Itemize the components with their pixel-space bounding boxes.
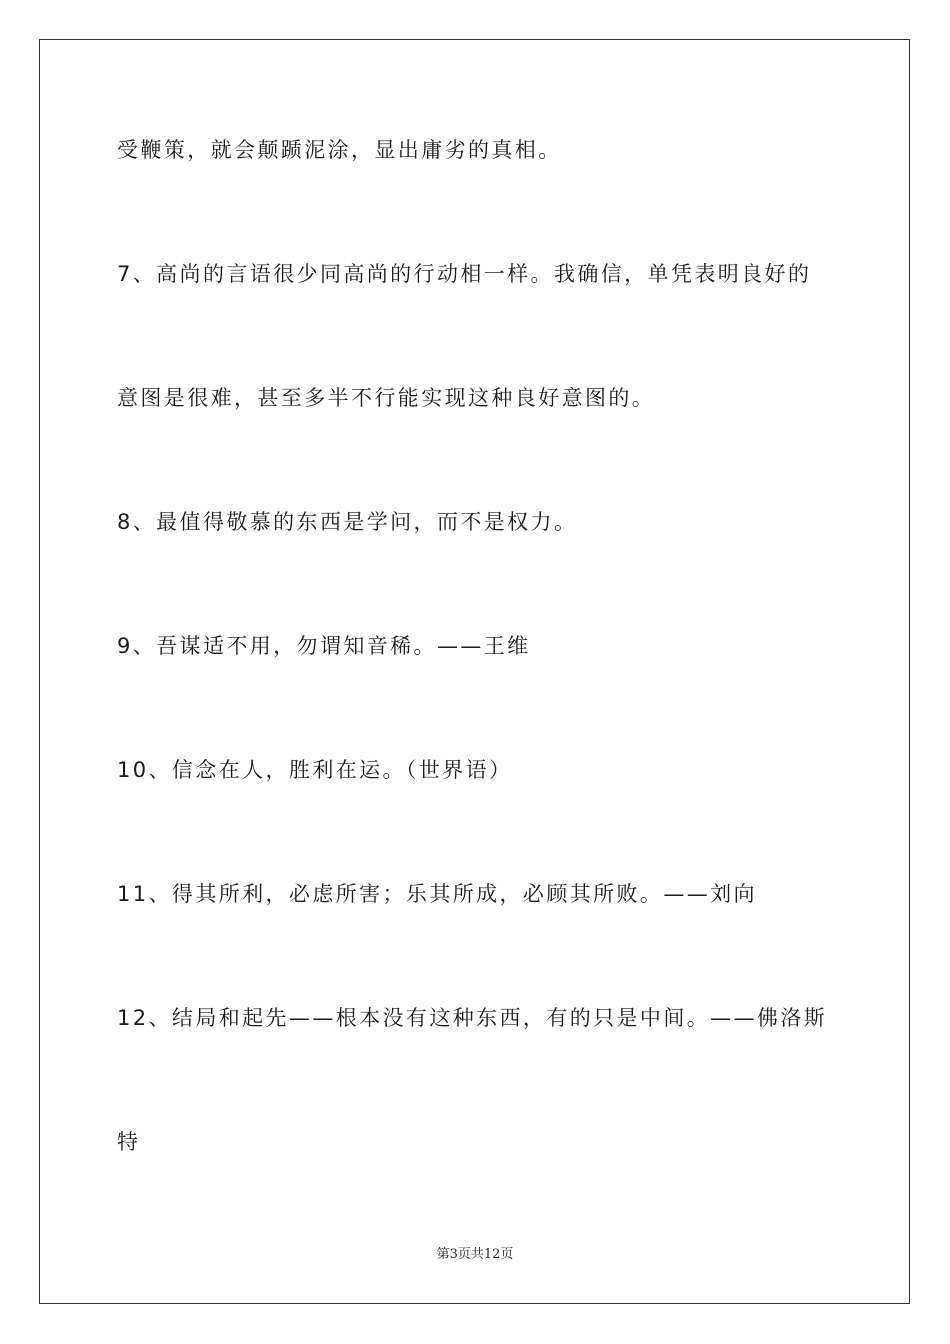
page-total: 共12页	[470, 1247, 514, 1262]
text-line: 7、高尚的言语很少同高尚的行动相一样。我确信，单凭表明良好的	[117, 262, 812, 286]
text-line: 特	[117, 1130, 141, 1154]
page-footer	[0, 1246, 950, 1264]
page-number: 第3页	[436, 1247, 471, 1262]
text-line: 意图是很难，甚至多半不行能实现这种良好意图的。	[117, 386, 656, 410]
page-frame	[39, 39, 910, 1304]
text-line: 受鞭策，就会颠踬泥涂，显出庸劣的真相。	[117, 138, 562, 162]
text-line: 10、信念在人，胜利在运。（世界语）	[117, 758, 513, 782]
text-line: 12、结局和起先——根本没有这种东西，有的只是中间。——佛洛斯	[117, 1006, 828, 1030]
text-line: 9、吾谋适不用，勿谓知音稀。——王维	[117, 634, 531, 658]
text-line: 11、得其所利，必虑所害；乐其所成，必顾其所败。——刘向	[117, 882, 757, 906]
text-line: 8、最值得敬慕的东西是学问，而不是权力。	[117, 510, 578, 534]
